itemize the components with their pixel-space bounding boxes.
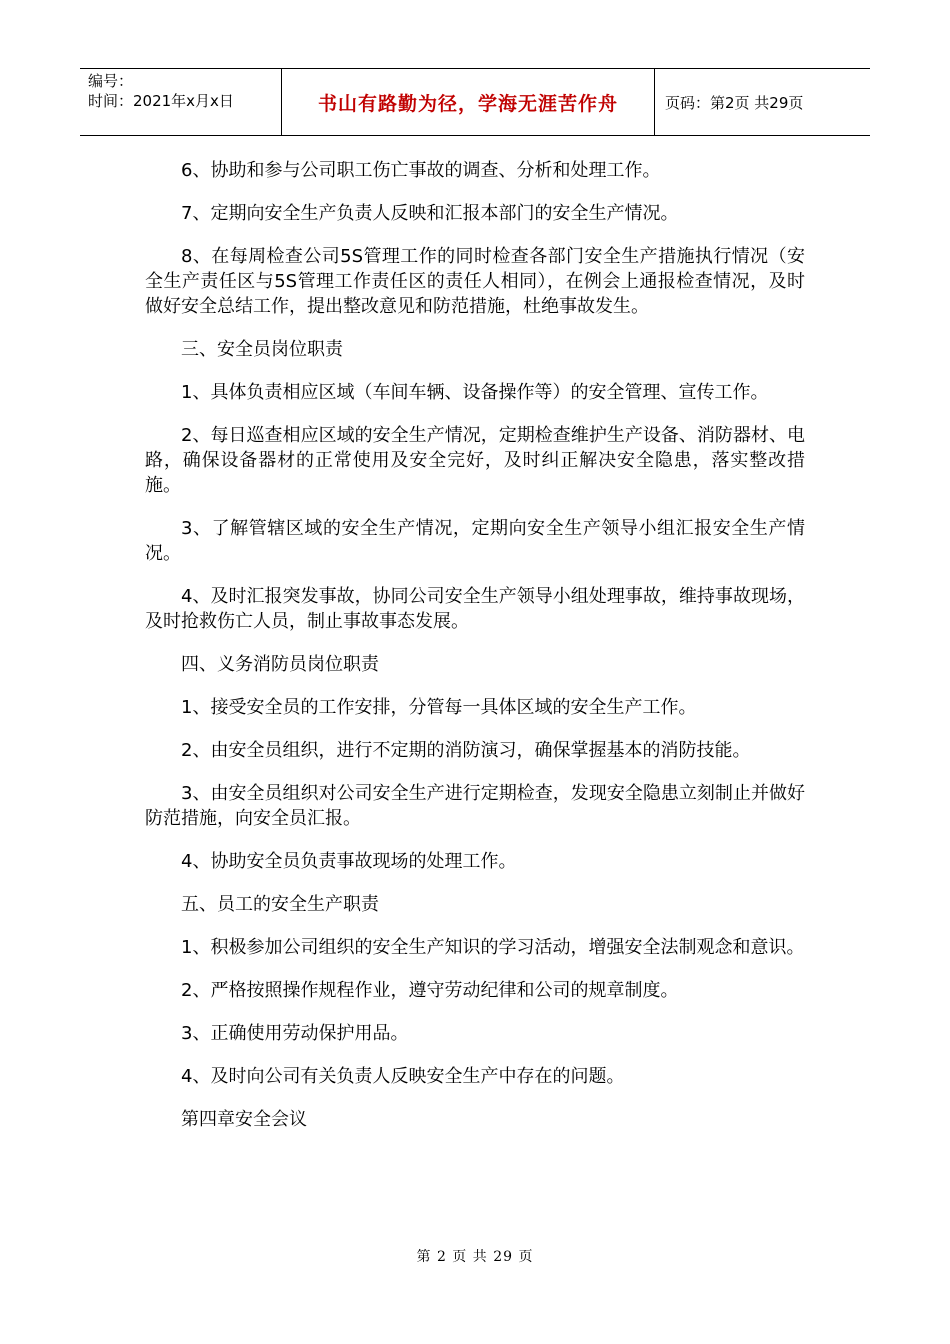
- paragraph: 3、由安全员组织对公司安全生产进行定期检查，发现安全隐患立刻制止并做好防范措施，向安全员汇报。: [145, 783, 805, 829]
- page-header: [80, 68, 870, 136]
- paragraph: 3、正确使用劳动保护用品。: [181, 1023, 409, 1044]
- document-number-label: 编号：: [88, 72, 134, 90]
- paragraph: 4、协助安全员负责事故现场的处理工作。: [181, 851, 517, 872]
- section-heading: 五、员工的安全生产职责: [181, 894, 379, 915]
- paragraph: 1、积极参加公司组织的安全生产知识的学习活动，增强安全法制观念和意识。: [181, 937, 805, 958]
- header-motto: 书山有路勤为径，学海无涯苦作舟: [282, 69, 655, 135]
- chapter-heading: 第四章安全会议: [181, 1109, 307, 1130]
- document-date: 时间：2021年x月x日: [88, 92, 234, 110]
- paragraph: 4、及时向公司有关负责人反映安全生产中存在的问题。: [181, 1066, 625, 1087]
- header-page-info: 页码：第2页 共29页: [665, 93, 804, 112]
- paragraph: 2、严格按照操作规程作业，遵守劳动纪律和公司的规章制度。: [181, 980, 679, 1001]
- paragraph: 7、定期向安全生产负责人反映和汇报本部门的安全生产情况。: [181, 203, 679, 224]
- paragraph: 2、每日巡查相应区域的安全生产情况，定期检查维护生产设备、消防器材、电路，确保设备器材的正常使用及安全完好，及时纠正解决安全隐患，落实整改措施。: [145, 425, 805, 496]
- paragraph: 4、及时汇报突发事故，协同公司安全生产领导小组处理事故，维持事故现场，及时抢救伤亡人员，制止事故事态发展。: [145, 586, 805, 632]
- section-heading: 三、安全员岗位职责: [181, 339, 343, 360]
- paragraph: 3、了解管辖区域的安全生产情况，定期向安全生产领导小组汇报安全生产情况。: [145, 518, 805, 564]
- header-meta: [80, 69, 282, 135]
- paragraph: 1、接受安全员的工作安排，分管每一具体区域的安全生产工作。: [181, 697, 697, 718]
- paragraph: 6、协助和参与公司职工伤亡事故的调查、分析和处理工作。: [181, 160, 661, 181]
- page-footer: 第 2 页 共 29 页: [416, 1249, 534, 1265]
- paragraph: 2、由安全员组织，进行不定期的消防演习，确保掌握基本的消防技能。: [181, 740, 751, 761]
- paragraph: 8、在每周检查公司5S管理工作的同时检查各部门安全生产措施执行情况（安全生产责任区与5S管理工作责任区的责任人相同），在例会上通报检查情况，及时做好安全总结工作，提出整改意见和防范措施，杜绝事故发生。: [145, 246, 805, 317]
- section-heading: 四、义务消防员岗位职责: [181, 654, 379, 675]
- document-body: [145, 158, 805, 1150]
- paragraph: 1、具体负责相应区域（车间车辆、设备操作等）的安全管理、宣传工作。: [181, 382, 769, 403]
